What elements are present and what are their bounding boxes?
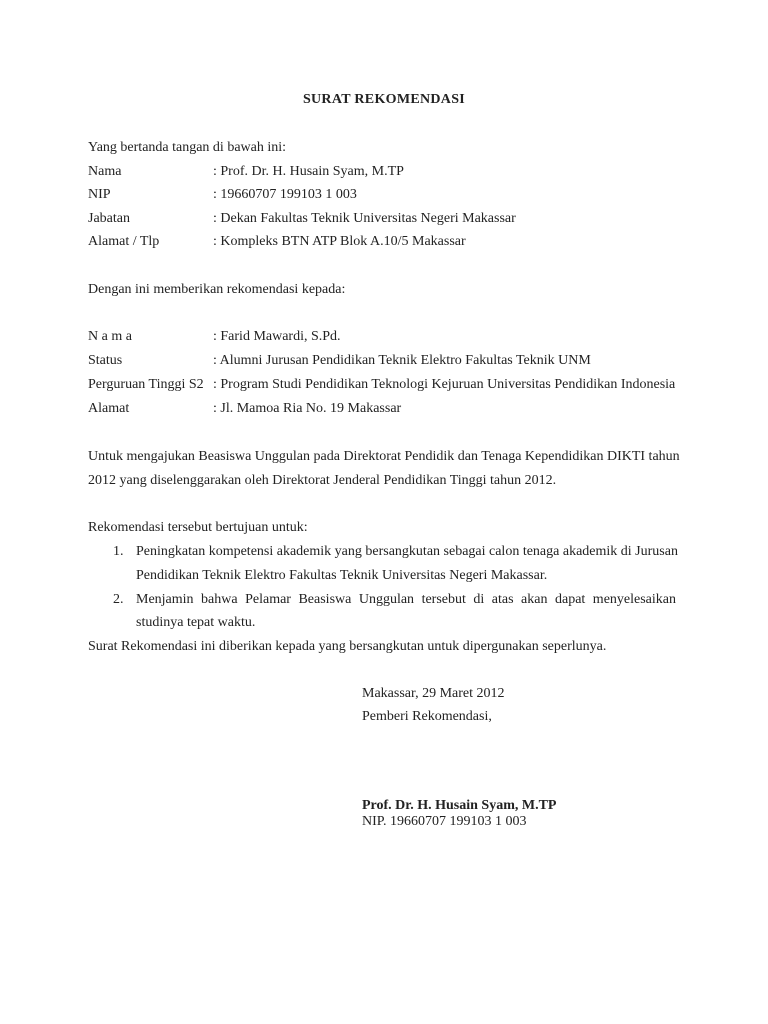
field-value: : Kompleks BTN ATP Blok A.10/5 Makassar: [213, 234, 466, 249]
goal-number: 1.: [113, 544, 124, 559]
field-value: : Dekan Fakultas Teknik Universitas Negeri Makassar: [213, 211, 516, 226]
paragraph-line: 2012 yang diselenggarakan oleh Direktorat Jenderal Pendidikan Tinggi tahun 2012.: [88, 473, 557, 488]
field-label: Jabatan: [88, 211, 130, 226]
goal-line: Pendidikan Teknik Elektro Fakultas Teknik Universitas Negeri Makassar.: [136, 568, 548, 583]
field-value: : Farid Mawardi, S.Pd.: [213, 329, 341, 344]
field-value: : Jl. Mamoa Ria No. 19 Makassar: [213, 401, 402, 416]
goal-line: studinya tepat waktu.: [136, 615, 256, 630]
field-value: : Prof. Dr. H. Husain Syam, M.TP: [213, 164, 404, 179]
goal-number: 2.: [113, 592, 124, 607]
signer-role: Pemberi Rekomendasi,: [362, 709, 492, 724]
field-label: NIP: [88, 187, 111, 202]
intro-text: Yang bertanda tangan di bawah ini:: [88, 140, 287, 155]
goal-line: Menjamin bahwa Pelamar Beasiswa Unggulan tersebut di atas akan dapat menyelesaikan: [136, 592, 676, 607]
field-label: N a m a: [88, 329, 132, 344]
field-label: Alamat: [88, 401, 130, 416]
field-label: Perguruan Tinggi S2: [88, 377, 204, 392]
closing-text: Surat Rekomendasi ini diberikan kepada yang bersangkutan untuk dipergunakan seperlunya.: [88, 639, 607, 654]
field-label: Status: [88, 353, 123, 368]
field-value: : 19660707 199103 1 003: [213, 187, 357, 202]
letter-title: SURAT REKOMENDASI: [302, 92, 466, 107]
field-value: : Alumni Jurusan Pendidikan Teknik Elektro Fakultas Teknik UNM: [213, 353, 591, 368]
field-value: : Program Studi Pendidikan Teknologi Kejuruan Universitas Pendidikan Indonesia: [213, 377, 676, 392]
signer-nip: NIP. 19660707 199103 1 003: [362, 814, 527, 829]
goal-line: Peningkatan kompetensi akademik yang bersangkutan sebagai calon tenaga akademik di Jurusan: [136, 544, 678, 559]
goals-intro: Rekomendasi tersebut bertujuan untuk:: [88, 520, 308, 535]
signer-name: Prof. Dr. H. Husain Syam, M.TP: [362, 798, 557, 813]
paragraph-line: Untuk mengajukan Beasiswa Unggulan pada Direktorat Pendidik dan Tenaga Kependidikan DIKTI tahun: [88, 449, 680, 464]
field-label: Nama: [88, 164, 122, 179]
place-date: Makassar, 29 Maret 2012: [362, 686, 505, 701]
recommend-intro: Dengan ini memberikan rekomendasi kepada:: [88, 282, 346, 297]
field-label: Alamat / Tlp: [88, 234, 160, 249]
